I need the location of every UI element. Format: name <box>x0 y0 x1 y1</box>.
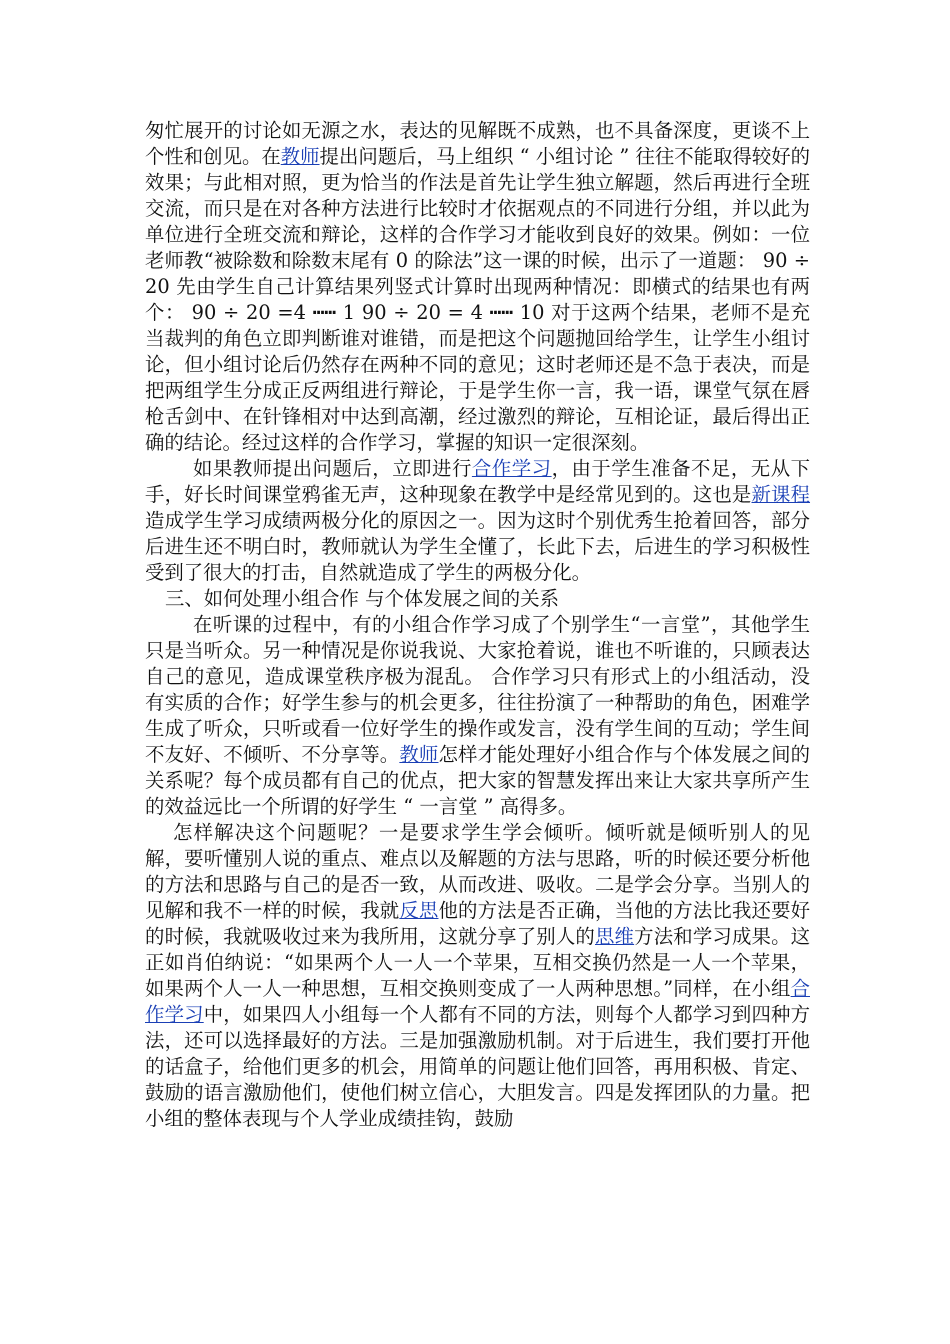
hyperlink[interactable]: 教师 <box>399 743 439 766</box>
hyperlink[interactable]: 思维 <box>594 925 635 948</box>
text-run: ，由于学生准备不足，无从下手，好长时间课堂鸦雀无声，这种现象在教学中是经常见到的。这也是 <box>145 457 811 506</box>
text-run: 在听课的过程中，有的小组合作学习成了个别学生“一言堂”，其他学生只是当听众。另一种情况是你说我说、大家抢着说，谁也不听谁的，只顾表达自己的意见，造成课堂秩序极为混乱。 合作学习只有形式上的小组活动，没有实质的合作；好学生参与的机会更多，往往扮演了一种帮助的角色，困难学生成了听众，只听或看一位好学生的操作或发言，没有学生间的互动；学生间不友好、不倾听、不分享等。 <box>145 613 810 766</box>
text-run: 提出问题后，马上组织 “ 小组讨论 ” 往往不能取得较好的效果；与此相对照，更为恰当的作法是首先让学生独立解题，然后再进行全班交流，而只是在对各种方法进行比较时才依据观点的不同进行分组，并以此为单位进行全班交流和辩论，这样的合作学习才能收到良好的效果。例如：一位老师教“被除数和除数末尾有 0 的除法”这一课的时候，出示了一道题： 90 ÷ 20 先由学生自己计算结果列竖式计算时出现两种情况：即横式的结果也有两个： 90 ÷ 20 =4 ┅┅ 1 90 ÷ 20 = 4 ┅┅ 10 对于这两个结果，老师不是充当裁判的角色立即判断谁对谁错，而是把这个问题抛回给学生，让学生小组讨论，但小组讨论后仍然存在两种不同的意见；这时老师还是不急于表决，而是把两组学生分成正反两组进行辩论，于是学生你一言，我一语，课堂气氛在唇枪舌剑中、在针锋相对中达到高潮，经过激烈的辩论，互相论证，最后得出正确的结论。经过这样的合作学习，掌握的知识一定很深刻。 <box>145 145 817 454</box>
text-run: 怎样才能处理好小组合作与个体发展之间的关系呢？每个成员都有自己的优点，把大家的智慧发挥出来让大家共享所产生的效益远比一个所谓的好学生 “ 一言堂 ” 高得多。 <box>145 743 811 818</box>
paragraph-1 <box>145 118 817 456</box>
hyperlink[interactable]: 教师 <box>280 145 320 168</box>
text-run: 造成学生学习成绩两极分化的原因之一。因为这时个别优秀生抢着回答，部分后进生还不明白时，教师就认为学生全懂了，长此下去，后进生的学习积极性受到了很大的打击，自然就造成了学生的两极分化。 <box>145 509 810 584</box>
hyperlink[interactable]: 合作学习 <box>471 457 552 480</box>
text-run: 怎样解决这个问题呢？一是要求学生学会倾听。倾听就是倾听别人的见解，要听懂别人说的重点、难点以及解题的方法与思路，听的时候还要分析他的方法和思路与自己的是否一致，从而改进、吸收。二是学会分享。当别人的见解和我不一样的时候，我就 <box>145 821 810 922</box>
paragraph-4 <box>145 820 810 1132</box>
hyperlink[interactable]: 新课程 <box>751 483 811 506</box>
text-run: 如果教师提出问题后，立即进行 <box>193 457 472 480</box>
text-run: 匆忙展开的讨论如无源之水，表达的见解既不成熟，也不具备深度，更谈不上个性和创见。在 <box>145 119 810 168</box>
hyperlink[interactable]: 合作学习 <box>145 977 810 1026</box>
section-heading <box>145 586 810 612</box>
text-run: 他的方法是否正确，当他的方法比我还要好的时候，我就吸收过来为我所用，这就分享了别人的 <box>145 899 811 948</box>
text-run: 三、如何处理小组合作 与个体发展之间的关系 <box>165 587 559 610</box>
text-run: 中，如果四人小组每一个人都有不同的方法，则每个人都学习到四种方法，还可以选择最好的方法。三是加强激励机制。对于后进生，我们要打开他的话盒子，给他们更多的机会，用简单的问题让他们回答，再用积极、肯定、鼓励的语言激励他们，使他们树立信心，大胆发言。四是发挥团队的力量。把小组的整体表现与个人学业成绩挂钩，鼓励 <box>145 1003 811 1130</box>
hyperlink[interactable]: 反思 <box>399 899 439 922</box>
paragraph-3 <box>145 612 810 820</box>
text-run: 方法和学习成果。这正如肖伯纳说：“如果两个人一人一个苹果，互相交换仍然是一人一个苹果，如果两个人一人一种思想，互相交换则变成了一人两种思想。”同样，在小组 <box>145 925 811 1000</box>
paragraph-2 <box>145 456 810 586</box>
document-body <box>145 118 817 1132</box>
